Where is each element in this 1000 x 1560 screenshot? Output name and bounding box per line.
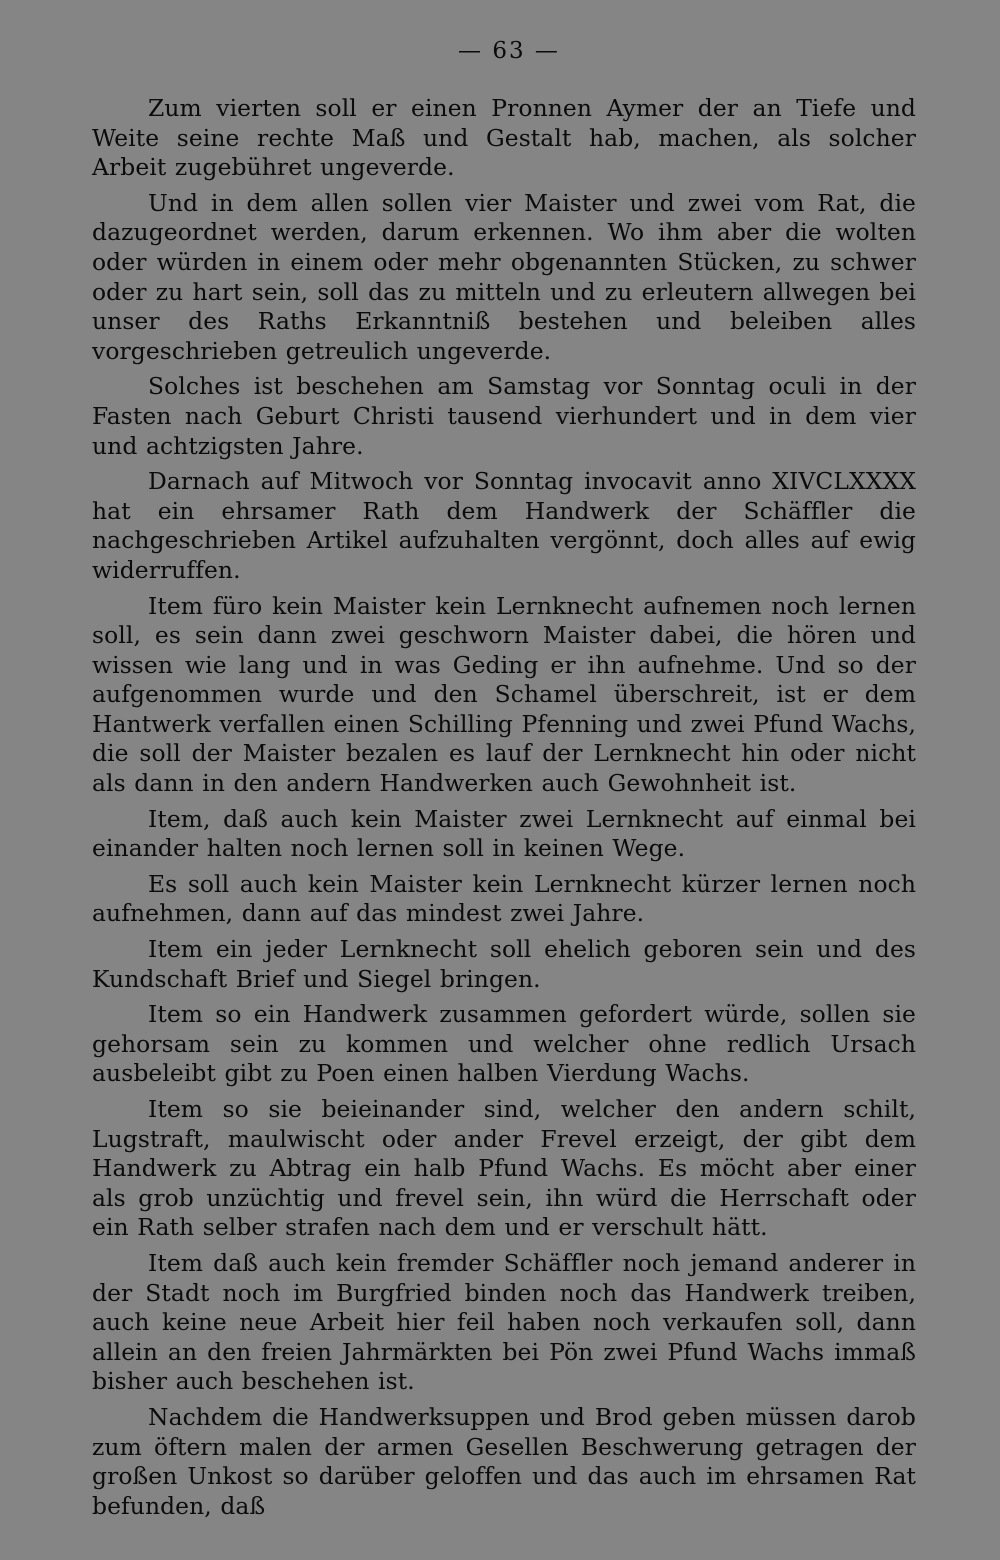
- paragraph: Darnach auf Mitwoch vor Sonntag invocavit anno XIVCLXXXX hat ein ehrsamer Rath dem Handwerk der Schäffler die nachgeschrieben Artikel aufzuhalten vergönnt, doch alles auf ewig widerruffen.: [92, 467, 916, 584]
- paragraph: Nachdem die Handwerksuppen und Brod geben müssen darob zum öftern malen der armen Gesellen Beschwerung getragen der großen Unkost so darüber geloffen und das auch im ehrsamen Rat befunden, daß: [92, 1402, 916, 1520]
- paragraph: Item daß auch kein fremder Schäffler noch jemand anderer in der Stadt noch im Burgfried binden noch das Handwerk treiben, auch keine neue Arbeit hier feil haben noch verkaufen soll, dann allein an den freien Jahrmärkten bei Pön zwei Pfund Wachs immaß bisher auch beschehen ist.: [92, 1248, 916, 1396]
- paragraph: Zum vierten soll er einen Pronnen Aymer der an Tiefe und Weite seine rechte Maß und Gestalt hab, machen, als solcher Arbeit zugebühret ungeverde.: [92, 94, 916, 182]
- paragraph: Item so sie beieinander sind, welcher den andern schilt, Lugstraft, maulwischt oder ander Frevel erzeigt, der gibt dem Handwerk zu Abtrag ein halb Pfund Wachs. Es möcht aber einer als grob unzüchtig und frevel sein, ihn würd die Herrschaft oder ein Rath selber strafen nach dem und er verschult hätt.: [92, 1095, 916, 1242]
- page-number: — 63 —: [458, 38, 560, 64]
- paragraph: Solches ist beschehen am Samstag vor Sonntag oculi in der Fasten nach Geburt Christi tausend vierhundert und in dem vier und achtzigsten Jahre.: [92, 372, 916, 460]
- paragraph: Item, daß auch kein Maister zwei Lernknecht auf einmal bei einander halten noch lernen soll in keinen Wege.: [92, 804, 916, 863]
- paragraph: Es soll auch kein Maister kein Lernknecht kürzer lernen noch aufnehmen, dann auf das mindest zwei Jahre.: [92, 869, 916, 928]
- paragraph: Und in dem allen sollen vier Maister und zwei vom Rat, die dazugeordnet werden, darum erkennen. Wo ihm aber die wolten oder würden in einem oder mehr obgenannten Stücken, zu schwer oder zu hart sein, soll das zu mitteln und zu erleutern allwegen bei unser des Raths Erkanntniß bestehen und beleiben alles vorgeschrieben getreulich ungeverde.: [92, 188, 916, 365]
- paragraph: Item ein jeder Lernknecht soll ehelich geboren sein und des Kundschaft Brief und Siegel bringen.: [92, 935, 916, 993]
- paragraph: Item füro kein Maister kein Lernknecht aufnemen noch lernen soll, es sein dann zwei geschworn Maister dabei, die hören und wissen wie lang und in was Geding er ihn aufnehme. Und so der aufgenommen wurde und den Schamel überschreit, ist er dem Hantwerk verfallen einen Schilling Pfenning und zwei Pfund Wachs, die soll der Maister bezalen es lauf der Lernknecht hin oder nicht als dann in den andern Handwerken auch Gewohnheit ist.: [92, 591, 916, 798]
- paragraph: Item so ein Handwerk zusammen gefordert würde, sollen sie gehorsam sein zu kommen und welcher ohne redlich Ursach ausbeleibt gibt zu Poen einen halben Vierdung Wachs.: [92, 1000, 916, 1088]
